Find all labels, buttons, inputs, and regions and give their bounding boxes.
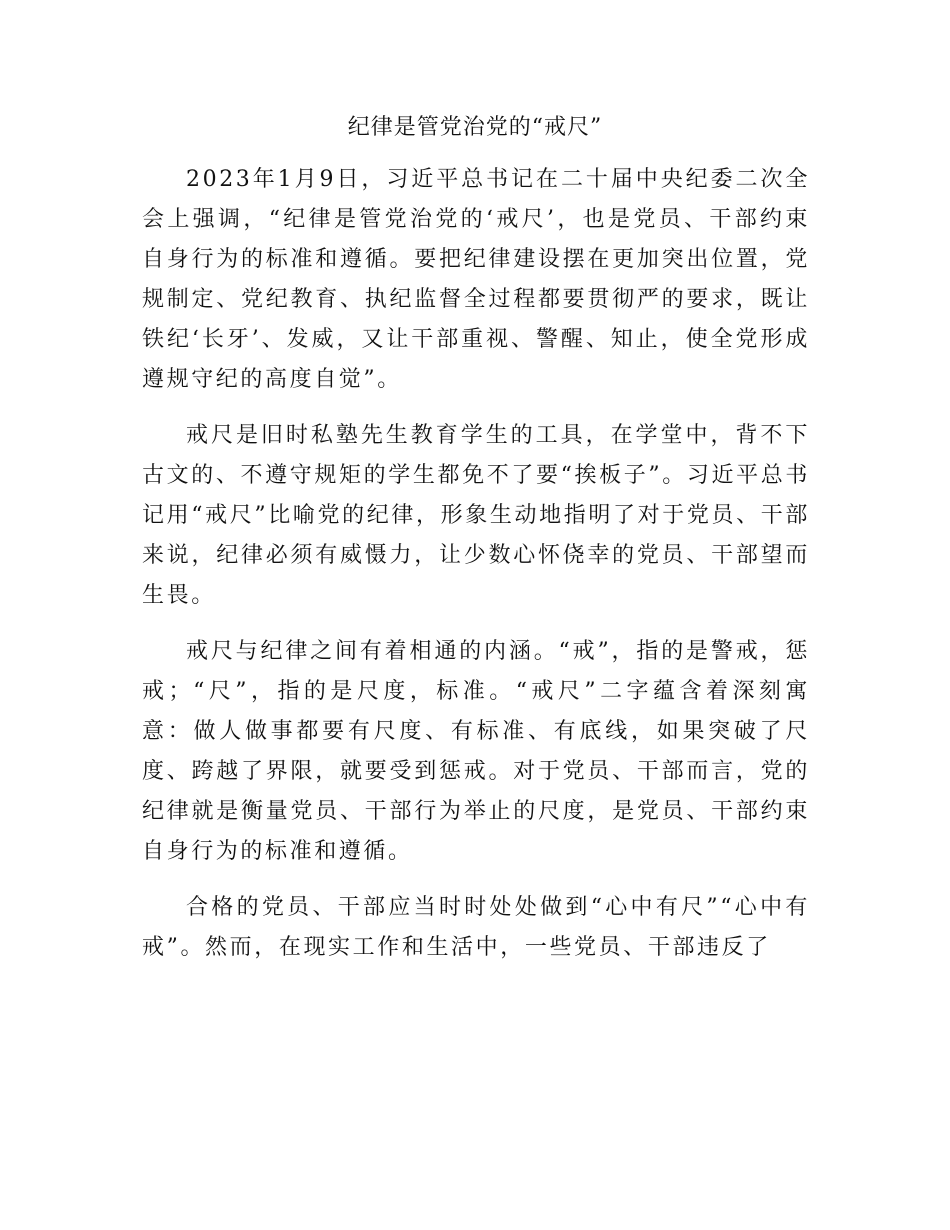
paragraph-4: 合格的党员、干部应当时时处处做到“心中有尺”“心中有戒”。然而，在现实工作和生活中，一些党员、干部违反了 — [142, 895, 810, 960]
document-title: 纪律是管党治党的“戒尺” — [347, 115, 603, 140]
paragraph-2: 戒尺是旧时私塾先生教育学生的工具，在学堂中，背不下古文的、不遵守规矩的学生都免不了要“挨板子”。习近平总书记用“戒尺”比喻党的纪律，形象生动地指明了对于党员、干部来说，纪律必须有威慑力，让少数心怀侥幸的党员、干部望而生畏。 — [142, 423, 810, 608]
paragraph-3: 戒尺与纪律之间有着相通的内涵。“戒”，指的是警戒，惩戒；“尺”，指的是尺度，标准。“戒尺”二字蕴含着深刻寓意：做人做事都要有尺度、有标准、有底线，如果突破了尺度、跨越了界限，就要受到惩戒。对于党员、干部而言，党的纪律就是衡量党员、干部行为举止的尺度，是党员、干部约束自身行为的标准和遵循。 — [142, 639, 810, 864]
document-body — [142, 160, 810, 984]
paragraph-1: 2023年1月9日，习近平总书记在二十届中央纪委二次全会上强调，“纪律是管党治党的‘戒尺’，也是党员、干部约束自身行为的标准和遵循。要把纪律建设摆在更加突出位置，党规制定、党纪教育、执纪监督全过程都要贯彻严的要求，既让铁纪‘长牙’、发威，又让干部重视、警醒、知止，使全党形成遵规守纪的高度自觉”。 — [142, 167, 810, 392]
